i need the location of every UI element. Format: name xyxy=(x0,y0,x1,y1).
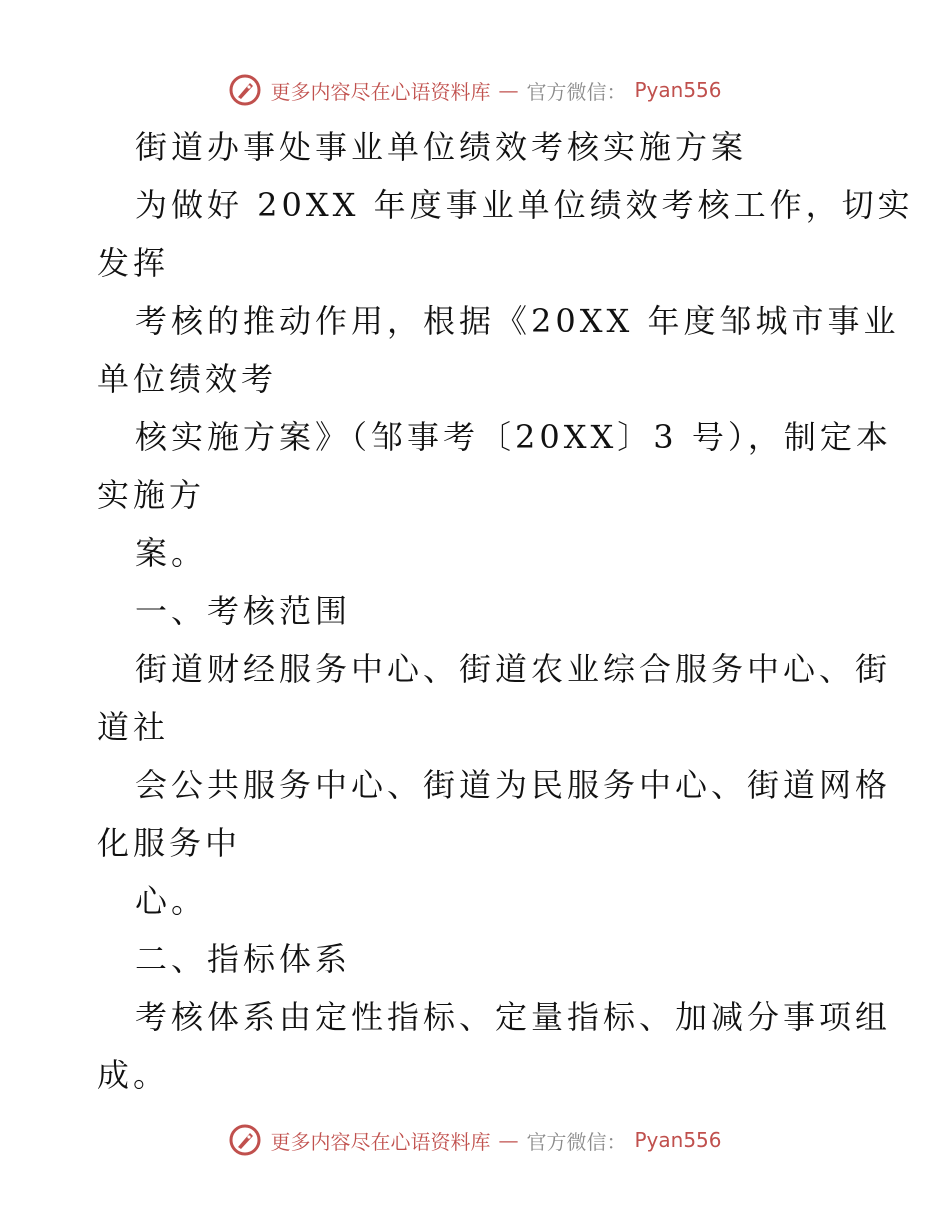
paragraph-line: 为做好 20XX 年度事业单位绩效考核工作，切实 xyxy=(135,186,914,224)
header-watermark xyxy=(0,70,950,110)
footer-watermark xyxy=(0,1120,950,1160)
watermark-main-text: 更多内容尽在心语资料库 xyxy=(270,79,491,104)
watermark-wechat-label: 官方微信： xyxy=(526,1129,627,1154)
paragraph-line: 单位绩效考 xyxy=(97,360,278,398)
section-heading: 一、考核范围 xyxy=(135,592,352,630)
pen-nib-circle-icon xyxy=(228,1123,262,1157)
document-title: 街道办事处事业单位绩效考核实施方案 xyxy=(135,128,748,166)
paragraph-line: 案。 xyxy=(135,534,208,572)
watermark-dash: — xyxy=(498,78,519,102)
watermark-dash: — xyxy=(498,1128,519,1152)
paragraph-line: 实施方 xyxy=(97,476,206,514)
paragraph-line: 心。 xyxy=(135,882,208,920)
paragraph-line: 化服务中 xyxy=(97,824,242,862)
paragraph-line: 成。 xyxy=(97,1056,170,1094)
pen-nib-circle-icon xyxy=(228,73,262,107)
watermark-wechat-id: Pyan556 xyxy=(634,78,722,102)
watermark-main-text: 更多内容尽在心语资料库 xyxy=(270,1129,491,1154)
paragraph-line: 考核的推动作用，根据《20XX 年度邹城市事业 xyxy=(135,302,900,340)
paragraph-line: 道社 xyxy=(97,708,170,746)
watermark-wechat-id: Pyan556 xyxy=(634,1128,722,1152)
paragraph-line: 街道财经服务中心、街道农业综合服务中心、街 xyxy=(135,650,892,688)
watermark-wechat-label: 官方微信： xyxy=(526,79,627,104)
paragraph-line: 发挥 xyxy=(97,244,170,282)
paragraph-line: 核实施方案》（邹事考〔20XX〕3 号），制定本 xyxy=(135,418,892,456)
paragraph-line: 考核体系由定性指标、定量指标、加减分事项组 xyxy=(135,998,892,1036)
section-heading: 二、指标体系 xyxy=(135,940,352,978)
paragraph-line: 会公共服务中心、街道为民服务中心、街道网格 xyxy=(135,766,892,804)
document-body xyxy=(97,118,914,1104)
